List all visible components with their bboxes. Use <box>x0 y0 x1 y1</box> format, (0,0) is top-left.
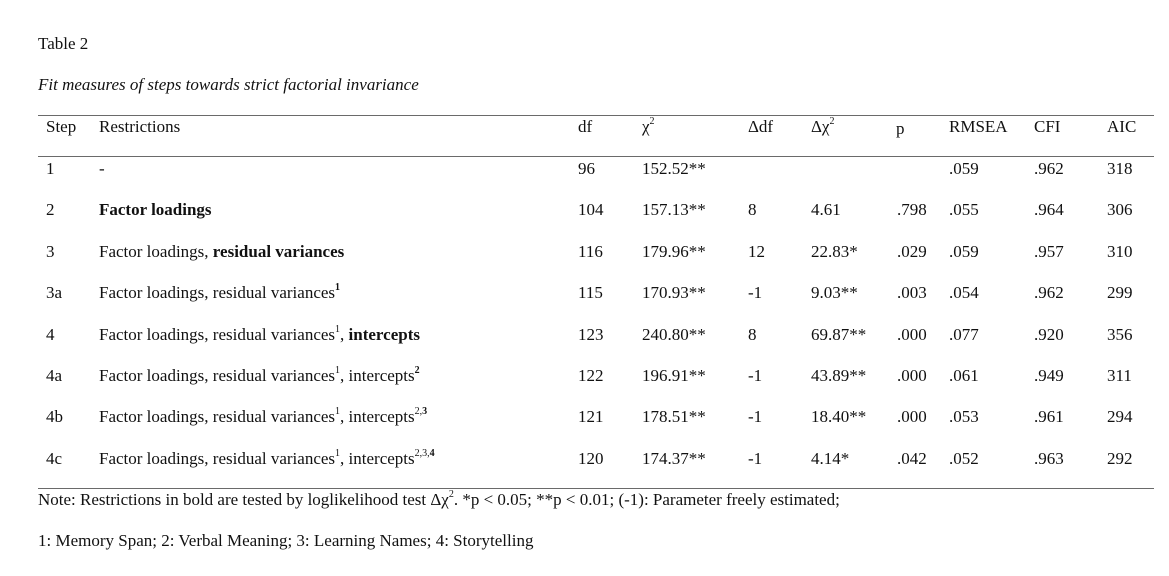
cell-ddf: 8 <box>748 325 757 344</box>
restriction-text: Factor loadings, <box>99 242 213 261</box>
header-chi2-symbol: χ <box>642 117 650 136</box>
cell-aic: 310 <box>1107 242 1133 261</box>
cell-chi2: 179.96** <box>642 242 706 261</box>
header-delta-chi2-sup: 2 <box>829 116 835 128</box>
table-caption: Fit measures of steps towards strict factorial invariance <box>38 75 419 94</box>
cell-chi2: 174.37** <box>642 449 706 468</box>
restriction-text: , intercepts <box>340 366 415 385</box>
cell-df: 116 <box>578 242 603 261</box>
cell-cfi: .964 <box>1034 200 1064 219</box>
cell-dchi2: 4.14* <box>811 449 850 468</box>
cell-aic: 306 <box>1107 200 1133 219</box>
cell-rmsea: .077 <box>949 325 979 344</box>
cell-aic: 292 <box>1107 449 1133 468</box>
header-row <box>0 115 1169 139</box>
cell-cfi: .961 <box>1034 407 1064 426</box>
cell-p: .000 <box>897 366 927 385</box>
cell-step: 1 <box>46 159 55 178</box>
cell-p: .000 <box>897 325 927 344</box>
cell-chi2: 157.13** <box>642 200 706 219</box>
cell-step: 3a <box>46 283 63 302</box>
cell-restrictions <box>99 323 420 347</box>
cell-df: 120 <box>578 449 604 468</box>
cell-df: 104 <box>578 200 604 219</box>
cell-restrictions <box>99 198 212 222</box>
restriction-text: Factor loadings, residual variances <box>99 407 336 426</box>
restriction-footnote-marker: 1 <box>335 282 341 294</box>
cell-ddf: 8 <box>748 200 757 219</box>
cell-rmsea: .052 <box>949 449 979 468</box>
header-delta-df: Δdf <box>748 117 774 136</box>
restriction-text: Factor loadings, residual variances <box>99 449 336 468</box>
cell-dchi2: 9.03** <box>811 283 858 302</box>
cell-cfi: .963 <box>1034 449 1064 468</box>
restriction-footnote-marker: 1 <box>335 406 341 418</box>
note-prefix: Note: Restrictions in bold are tested by loglikelihood test Δχ <box>38 490 449 509</box>
cell-dchi2: 22.83* <box>811 242 858 261</box>
restriction-footnote-marker: 1 <box>335 324 341 336</box>
cell-aic: 318 <box>1107 159 1133 178</box>
header-rmsea: RMSEA <box>949 117 1008 136</box>
header-delta-chi2 <box>811 115 834 139</box>
cell-df: 115 <box>578 283 603 302</box>
cell-cfi: .957 <box>1034 242 1064 261</box>
cell-df: 123 <box>578 325 604 344</box>
cell-rmsea: .061 <box>949 366 979 385</box>
header-cfi: CFI <box>1034 117 1061 136</box>
restriction-footnote-marker: 4 <box>429 448 435 460</box>
restriction-text: Factor loadings, residual variances <box>99 325 336 344</box>
header-delta-chi2-symbol: Δχ <box>811 117 830 136</box>
cell-aic: 356 <box>1107 325 1133 344</box>
cell-p: .003 <box>897 283 927 302</box>
restriction-text: Factor loadings, residual variances <box>99 366 336 385</box>
cell-restrictions <box>99 240 344 264</box>
header-step: Step <box>46 117 77 136</box>
cell-step: 4a <box>46 366 63 385</box>
cell-dchi2: 18.40** <box>811 407 867 426</box>
cell-step: 4 <box>46 325 55 344</box>
cell-chi2: 178.51** <box>642 407 706 426</box>
restriction-footnote-marker: 1 <box>335 365 341 377</box>
table-row <box>0 240 1169 264</box>
restriction-text: - <box>99 159 105 178</box>
restriction-footnote-marker: 1 <box>335 448 341 460</box>
cell-aic: 311 <box>1107 366 1132 385</box>
header-restrictions: Restrictions <box>99 117 181 136</box>
cell-ddf: -1 <box>748 283 763 302</box>
note-suffix: . *p < 0.05; **p < 0.01; (-1): Parameter freely estimated; <box>453 490 840 509</box>
restriction-text: , intercepts <box>340 449 415 468</box>
cell-df: 122 <box>578 366 604 385</box>
cell-dchi2: 43.89** <box>811 366 867 385</box>
table-label: Table 2 <box>38 34 89 53</box>
cell-rmsea: .055 <box>949 200 979 219</box>
restriction-footnote-marker: 3 <box>422 406 428 418</box>
cell-p: .029 <box>897 242 927 261</box>
cell-ddf: -1 <box>748 449 763 468</box>
table-row <box>0 281 1169 305</box>
cell-restrictions <box>99 447 435 471</box>
header-aic: AIC <box>1107 117 1137 136</box>
table-note-legend: 1: Memory Span; 2: Verbal Meaning; 3: Learning Names; 4: Storytelling <box>38 531 534 550</box>
restriction-tested-text: Factor loadings <box>99 200 212 219</box>
cell-ddf: 12 <box>748 242 765 261</box>
cell-chi2: 196.91** <box>642 366 706 385</box>
table-row <box>0 323 1169 347</box>
table-row <box>0 157 1169 181</box>
cell-p: .042 <box>897 449 927 468</box>
cell-p: .798 <box>897 200 927 219</box>
cell-step: 4c <box>46 449 63 468</box>
restriction-footnote-marker: 2 <box>414 365 420 377</box>
note-sup: 2 <box>448 489 454 501</box>
restriction-tested-text: residual variances <box>212 242 345 261</box>
cell-cfi: .949 <box>1034 366 1064 385</box>
restriction-footnote-marker: 2, <box>414 406 423 418</box>
cell-aic: 299 <box>1107 283 1133 302</box>
cell-rmsea: .059 <box>949 242 979 261</box>
table-row <box>0 364 1169 388</box>
header-df: df <box>578 117 593 136</box>
cell-ddf: -1 <box>748 407 763 426</box>
cell-step: 4b <box>46 407 63 426</box>
bottom-rule <box>38 488 1154 489</box>
cell-chi2: 152.52** <box>642 159 706 178</box>
table-row <box>0 198 1169 222</box>
cell-cfi: .962 <box>1034 159 1064 178</box>
restriction-tested-text: intercepts <box>348 325 420 344</box>
cell-chi2: 170.93** <box>642 283 706 302</box>
cell-rmsea: .053 <box>949 407 979 426</box>
table-note <box>38 490 840 510</box>
cell-step: 2 <box>46 200 55 219</box>
cell-restrictions <box>99 281 340 305</box>
cell-rmsea: .059 <box>949 159 979 178</box>
restriction-footnote-marker: 2,3, <box>414 448 430 460</box>
cell-step: 3 <box>46 242 55 261</box>
cell-chi2: 240.80** <box>642 325 706 344</box>
cell-ddf: -1 <box>748 366 763 385</box>
cell-restrictions <box>99 405 427 429</box>
header-chi2-sup: 2 <box>649 116 655 128</box>
table-row <box>0 405 1169 429</box>
cell-restrictions <box>99 157 105 181</box>
header-chi2 <box>642 115 655 139</box>
table-row <box>0 447 1169 471</box>
cell-p: .000 <box>897 407 927 426</box>
cell-df: 96 <box>578 159 595 178</box>
cell-rmsea: .054 <box>949 283 979 302</box>
restriction-text: , <box>340 325 349 344</box>
cell-restrictions <box>99 364 420 388</box>
cell-dchi2: 4.61 <box>811 200 841 219</box>
cell-df: 121 <box>578 407 604 426</box>
cell-cfi: .920 <box>1034 325 1064 344</box>
restriction-text: , intercepts <box>340 407 415 426</box>
cell-dchi2: 69.87** <box>811 325 867 344</box>
header-p: p <box>896 119 905 138</box>
cell-aic: 294 <box>1107 407 1133 426</box>
restriction-text: Factor loadings, residual variances <box>99 283 336 302</box>
cell-cfi: .962 <box>1034 283 1064 302</box>
